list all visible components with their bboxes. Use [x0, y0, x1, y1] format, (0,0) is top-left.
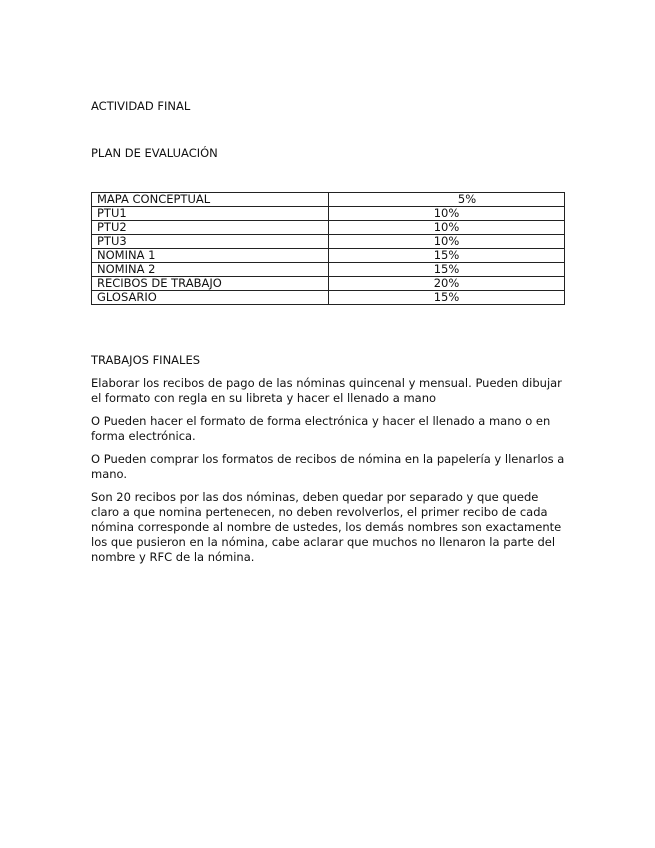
table-row — [92, 277, 565, 291]
table-cell-weight: 15% — [329, 249, 565, 263]
evaluation-table — [91, 192, 565, 305]
table-cell-item: NOMINA 2 — [92, 263, 329, 277]
table-cell-weight: 5% — [329, 193, 565, 207]
table-cell-weight: 20% — [329, 277, 565, 291]
table-cell-weight: 10% — [329, 207, 565, 221]
table-row — [92, 221, 565, 235]
table-cell-weight: 10% — [329, 221, 565, 235]
table-row — [92, 291, 565, 305]
table-row — [92, 235, 565, 249]
table-cell-item: NOMINA 1 — [92, 249, 329, 263]
table-row — [92, 207, 565, 221]
paragraph: Elaborar los recibos de pago de las nóminas quincenal y mensual. Pueden dibujar el formato con regla en su libreta y hacer el llenado a mano — [91, 376, 562, 405]
final-work-heading: TRABAJOS FINALES — [91, 353, 201, 367]
plan-heading: PLAN DE EVALUACIÓN — [91, 146, 218, 160]
table-row — [92, 249, 565, 263]
table-row — [92, 193, 565, 207]
table-cell-item: PTU3 — [92, 235, 329, 249]
table-row — [92, 263, 565, 277]
document-title: ACTIVIDAD FINAL — [91, 99, 191, 113]
table-cell-item: RECIBOS DE TRABAJO — [92, 277, 329, 291]
table-cell-item: GLOSARIO — [92, 291, 329, 305]
table-cell-item: MAPA CONCEPTUAL — [92, 193, 329, 207]
table-cell-item: PTU2 — [92, 221, 329, 235]
table-cell-weight: 15% — [329, 263, 565, 277]
table-cell-weight: 10% — [329, 235, 565, 249]
paragraph: O Pueden comprar los formatos de recibos de nómina en la papelería y llenarlos a mano. — [91, 452, 565, 481]
table-cell-weight: 15% — [329, 291, 565, 305]
paragraph: Son 20 recibos por las dos nóminas, deben quedar por separado y que quede claro a que nomina pertenecen, no deben revolverlos, el primer recibo de cada nómina corresponde al nombre de ustedes, los demás nombres son exactamente los que pusieron en la nómina, cabe aclarar que muchos no llenaron la parte del nombre y RFC de la nómina. — [91, 490, 562, 564]
table-cell-item: PTU1 — [92, 207, 329, 221]
paragraph: O Pueden hacer el formato de forma electrónica y hacer el llenado a mano o en forma electrónica. — [91, 414, 551, 443]
